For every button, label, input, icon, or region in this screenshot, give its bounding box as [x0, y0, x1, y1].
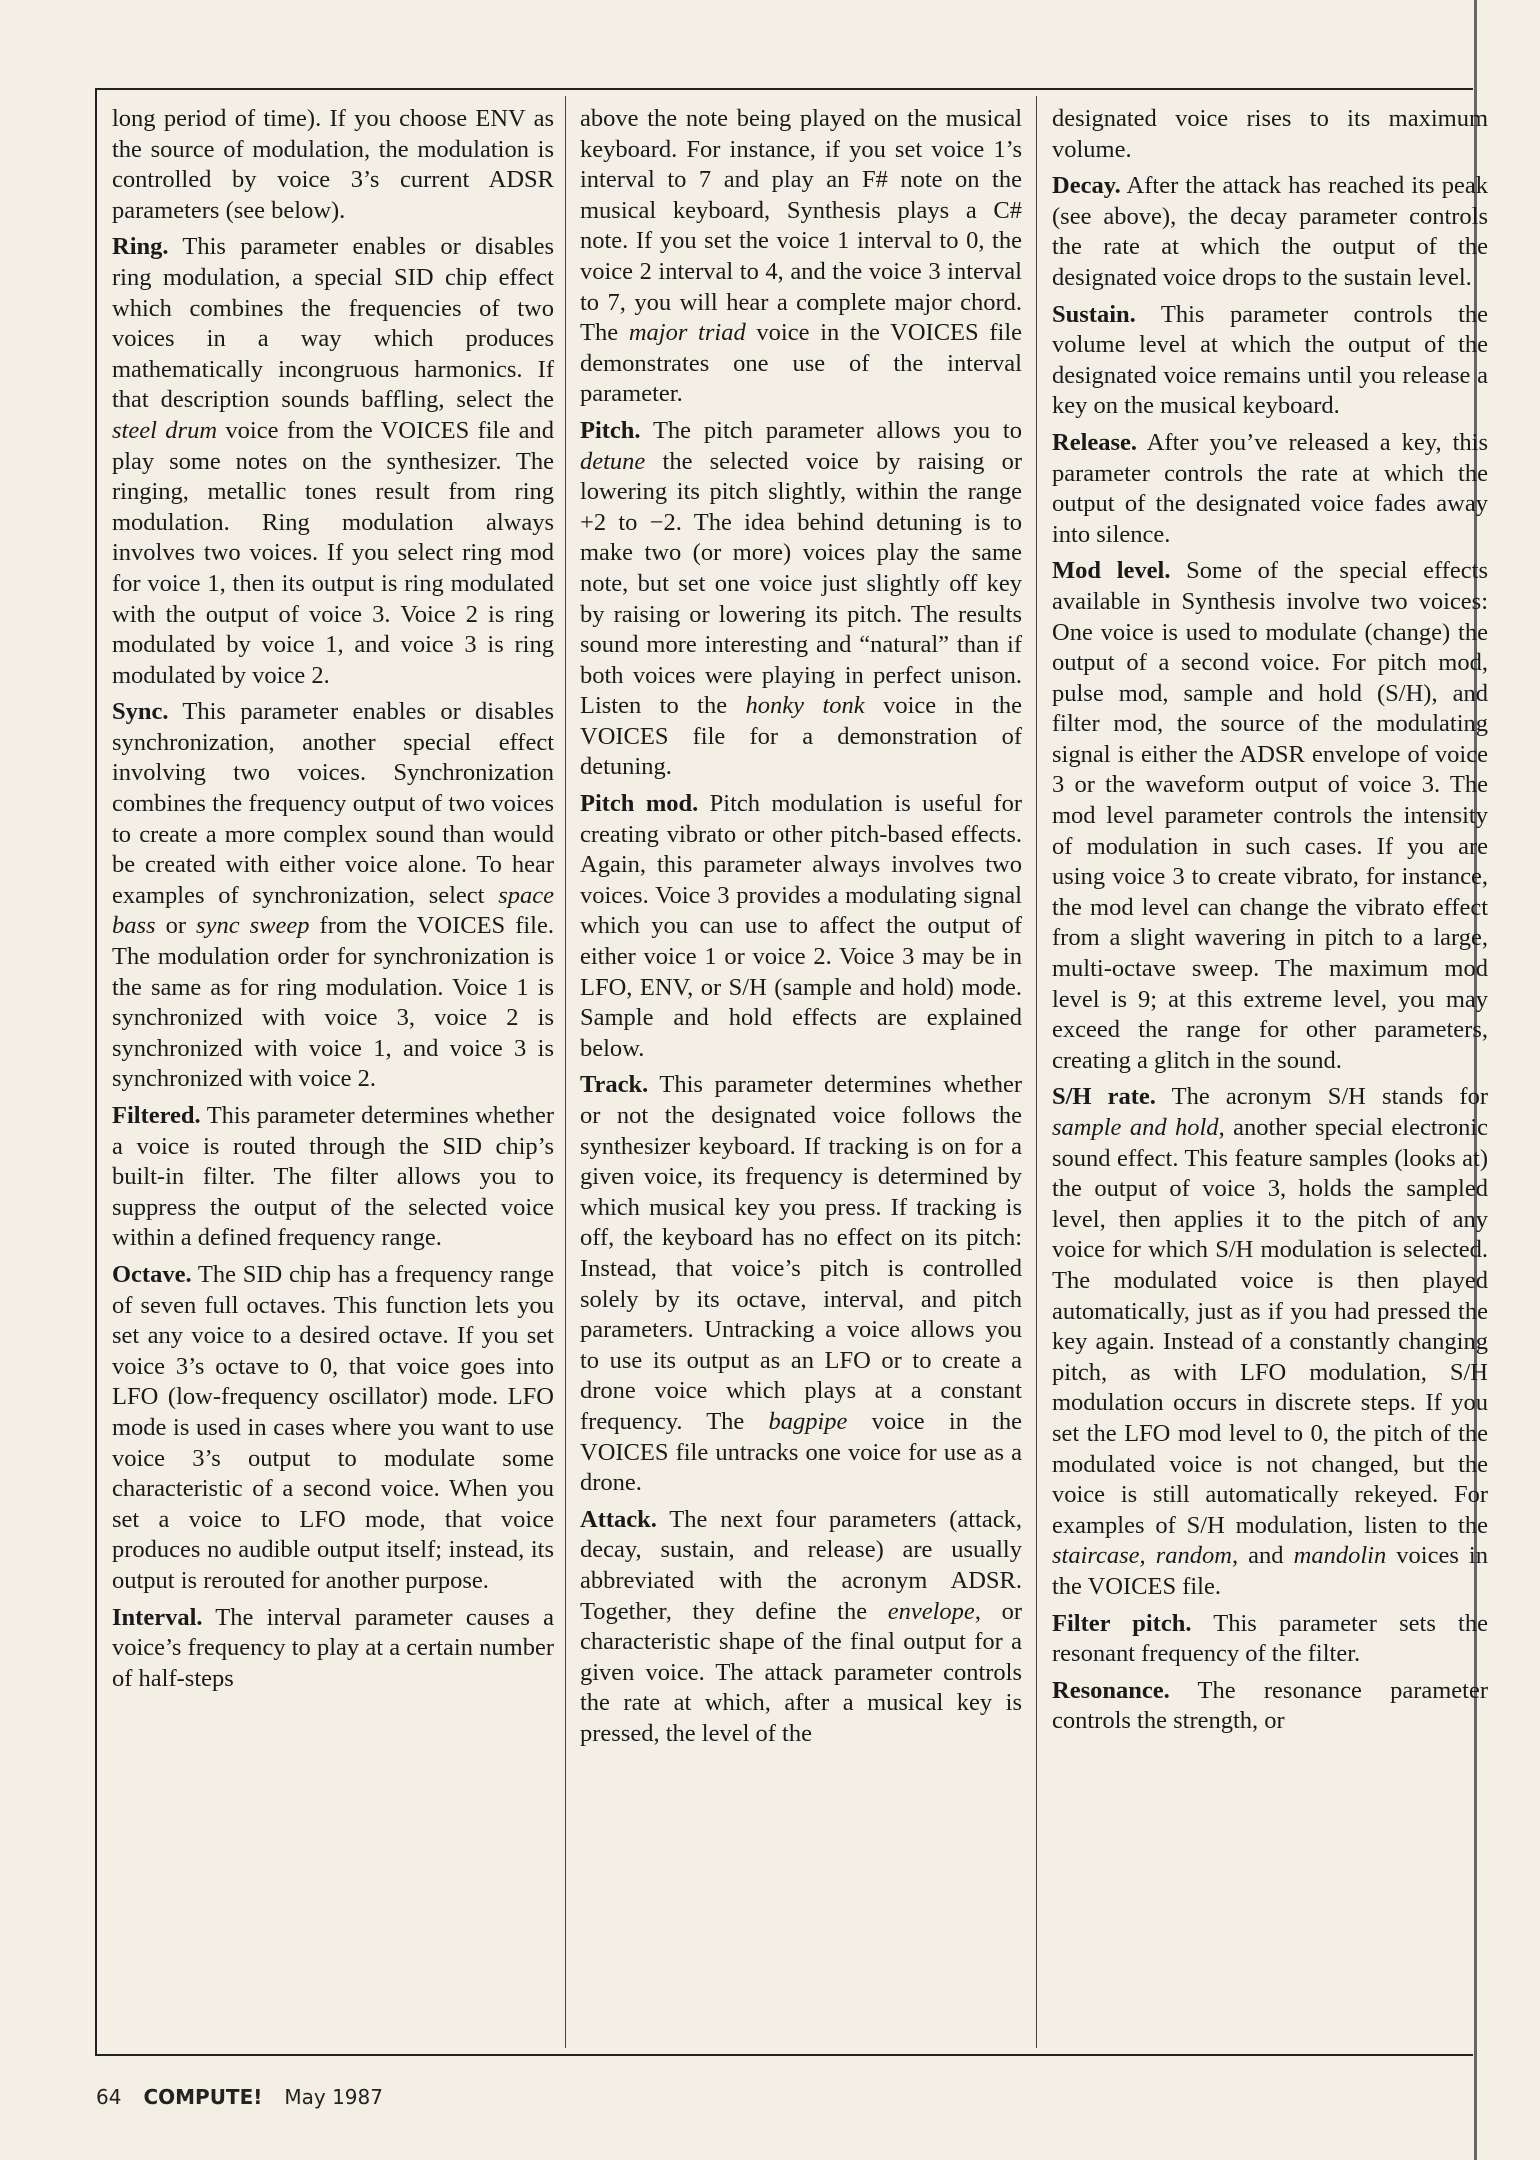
paragraph-text: and [1238, 1542, 1294, 1570]
column-divider [565, 96, 566, 2048]
italic-term: envelope [887, 1597, 975, 1625]
paragraph-heading: Sustain. [1052, 300, 1136, 328]
italic-term: sample and hold [1052, 1114, 1219, 1141]
text-column-3 [1052, 104, 1488, 1743]
paragraph-heading: Resonance. [1052, 1676, 1170, 1704]
paragraph-text: from the VOICES file. The modulation order for synchronization is the same as for ring modulation. Voice 1 is synchronized with voice 3, voice 2 is synchronized with voice 1, and voice 3 is synchronized with voice 2. [112, 912, 554, 1093]
paragraph-text: , or characteristic shape of the final output for a given voice. The attack parameter controls the rate at which, after a musical key is pressed, the level of the [580, 1597, 1022, 1747]
paragraph [1052, 1082, 1488, 1602]
magazine-name: COMPUTE! [143, 2085, 263, 2109]
paragraph-heading: Release. [1052, 428, 1138, 456]
paragraph-heading: Sync. [112, 698, 169, 726]
paragraph-text: The next four parameters (attack, decay, sustain, and release) are usually abbreviated with the acronym ADSR. Together, they define the [580, 1505, 1022, 1625]
paragraph-heading: Mod level. [1052, 557, 1171, 585]
paragraph [112, 1260, 554, 1597]
text-column-2 [580, 104, 1022, 1755]
paragraph-text: This parameter determines whether or not the designated voice follows the synthesizer keyboard. If tracking is on for a given voice, its frequency is determined by which musical key you press. If tracking is off, the keyboard has no effect on its pitch: Instead, that voice’s pitch is controlled solely by its octave, interval, and pitch parameters. Untracking a voice allows you to use its output as an LFO or to create a drone voice which plays at a constant frequency. The [580, 1071, 1022, 1435]
paragraph-text: This parameter enables or disables synchronization, another special effect involving two voices. Synchronization combines the frequency output of two voices to create a more complex sound than would be created with either voice alone. To hear examples of synchronization, select [112, 698, 554, 909]
paragraph-text: This parameter controls the volume level at which the output of the designated voice remains until you release a key on the musical keyboard. [1052, 300, 1488, 420]
paragraph [580, 416, 1022, 783]
paragraph-heading: Pitch. [580, 416, 641, 444]
paragraph-text: Some of the special effects available in Synthesis involve two voices: One voice is used to modulate (change) the output of a second voice. For pitch mod, pulse mod, sample and hold (S/H), and filter mod, the source of the modulating signal is either the ADSR envelope of voice 3 or the waveform output of voice 3. The mod level parameter controls the intensity of modulation in such cases. If you are using voice 3 to create vibrato, for instance, the mod level can change the vibrato effect from a slight wavering in pitch to a large, multi-octave sweep. The maximum mod level is 9; at this extreme level, you may exceed the range for other parameters, creating a glitch in the sound. [1052, 557, 1488, 1074]
paragraph-text: voices in the VOICES file. [1052, 1542, 1488, 1600]
paragraph-text: long period of time). If you choose ENV as the source of modulation, the modulation is controlled by voice 3’s current ADSR parameters (see below). [112, 105, 554, 224]
paragraph-text: voice from the VOICES file and play some notes on the synthesizer. The ringing, metallic tones result from ring modulation. Ring modulation always involves two voices. If you select ring mod for voice 1, then its output is ring modulated with the output of voice 3. Voice 2 is ring modulated by voice 1, and voice 3 is ring modulated by voice 2. [112, 416, 554, 689]
paragraph [1052, 171, 1488, 293]
paragraph [112, 1603, 554, 1695]
italic-term: honky tonk [745, 692, 865, 720]
paragraph [112, 1101, 554, 1254]
paragraph [1052, 1676, 1488, 1737]
paragraph-text: After the attack has reached its peak (see above), the decay parameter controls the rate at which the output of the designated voice drops to the sustain level. [1052, 172, 1488, 291]
paragraph-heading: Interval. [112, 1603, 203, 1631]
paragraph-text: This parameter enables or disables ring modulation, a special SID chip effect which combines the frequencies of two voices in a way which produces mathematically incongruous harmonics. If that description sounds baffling, select the [112, 233, 554, 414]
paragraph-text: the selected voice by raising or lowering its pitch slightly, within the range +2 to −2. The idea behind detuning is to make two (or more) voices play the same note, but set one voice just slightly off key by raising or lowering its pitch. The results sound more interesting and “natural” than if both voices were playing in perfect unison. Listen to the [580, 447, 1022, 720]
paragraph [112, 104, 554, 226]
paragraph-text: designated voice rises to its maximum volume. [1052, 105, 1488, 163]
paragraph-text: After you’ve released a key, this parameter controls the rate at which the output of the designated voice fades away into silence. [1052, 428, 1488, 548]
paragraph-heading: Ring. [112, 233, 169, 261]
paragraph-text: This parameter determines whether a voice is routed through the SID chip’s built-in filter. The filter allows you to suppress the output of the selected voice within a defined frequency range. [112, 1102, 554, 1252]
paragraph-text: The pitch parameter allows you to [640, 416, 1022, 444]
paragraph-heading: Filter pitch. [1052, 1609, 1192, 1637]
paragraph-text: voice in the VOICES file demonstrates one use of the interval parameter. [580, 319, 1023, 408]
italic-term: bagpipe [768, 1407, 848, 1435]
paragraph-heading: S/H rate. [1052, 1083, 1156, 1111]
page-footer [96, 2085, 383, 2109]
paragraph-text: voice in the VOICES file untracks one voice for use as a drone. [580, 1407, 1022, 1497]
paragraph [580, 1070, 1022, 1498]
paragraph-text: The resonance parameter controls the strength, or [1052, 1676, 1488, 1735]
paragraph-text: or [155, 912, 197, 940]
paragraph [580, 1505, 1022, 1750]
paragraph-text: The interval parameter causes a voice’s frequency to play at a certain number of half-steps [112, 1603, 554, 1692]
issue-date: May 1987 [284, 2085, 383, 2109]
paragraph-heading: Decay. [1052, 172, 1121, 200]
paragraph-heading: Attack. [580, 1505, 657, 1533]
paragraph-text: This parameter sets the resonant frequency of the filter. [1052, 1609, 1488, 1668]
italic-term: mandolin [1293, 1542, 1387, 1570]
italic-term: steel drum [112, 416, 218, 444]
italic-term: staircase, random, [1052, 1542, 1239, 1570]
paragraph-text: The acronym S/H stands for [1155, 1083, 1488, 1111]
page-number: 64 [96, 2085, 122, 2109]
paragraph-text: above the note being played on the musical keyboard. For instance, if you set voice 1’s interval to 7 and play an F# note on the musical keyboard, Synthesis plays a C# note. If you set the voice 1 interval to 0, the voice 2 interval to 4, and the voice 3 interval to 7, you will hear a complete major chord. The [580, 105, 1022, 347]
italic-term: detune [580, 447, 646, 475]
italic-term: space bass [112, 881, 554, 940]
paragraph [1052, 104, 1488, 165]
paragraph-heading: Track. [580, 1071, 649, 1099]
italic-term: sync sweep [196, 912, 310, 940]
paragraph [1052, 1609, 1488, 1670]
paragraph-text: Pitch modulation is useful for creating vibrato or other pitch-based effects. Again, this parameter always involves two voices. Voice 3 provides a modulating signal which you can use to affect the output of either voice 1 or voice 2. Voice 3 may be in LFO, ENV, or S/H (sample and hold) mode. Sample and hold effects are explained below. [580, 790, 1023, 1062]
paragraph [112, 232, 554, 691]
paragraph [580, 104, 1022, 410]
italic-term: major triad [628, 319, 746, 347]
paragraph-heading: Pitch mod. [580, 790, 699, 818]
paragraph-heading: Filtered. [112, 1102, 201, 1129]
paragraph-heading: Octave. [112, 1260, 192, 1288]
text-column-1 [112, 104, 554, 1700]
column-divider [1036, 96, 1037, 2048]
paragraph-text: The SID chip has a frequency range of seven full octaves. This function lets you set any voice to a desired octave. If you set voice 3’s octave to 0, that voice goes into LFO (low-frequency oscillator) mode. LFO mode is used in cases where you want to use voice 3’s output to modulate some characteristic of a second voice. When you set a voice to LFO mode, that voice produces no audible output itself; instead, its output is rerouted for another purpose. [112, 1260, 554, 1594]
paragraph-text: voice in the VOICES file for a demonstration of detuning. [580, 692, 1022, 781]
paragraph [580, 789, 1022, 1064]
paragraph [112, 697, 554, 1095]
paragraph-text: , another special electronic sound effect. This feature samples (looks at) the output of voice 3, holds the sampled level, then applies it to the pitch of any voice for which S/H modulation is selected. The modulated voice is then played automatically, just as if you had pressed the key again. Instead of a constantly changing pitch, as with LFO modulation, S/H modulation occurs in discrete steps. If you set the LFO mod level to 0, the pitch of the modulated voice is not changed, but the voice is still automatically rekeyed. For examples of S/H modulation, listen to the [1052, 1114, 1489, 1539]
paragraph [1052, 428, 1488, 550]
paragraph [1052, 556, 1488, 1076]
paragraph [1052, 300, 1488, 422]
